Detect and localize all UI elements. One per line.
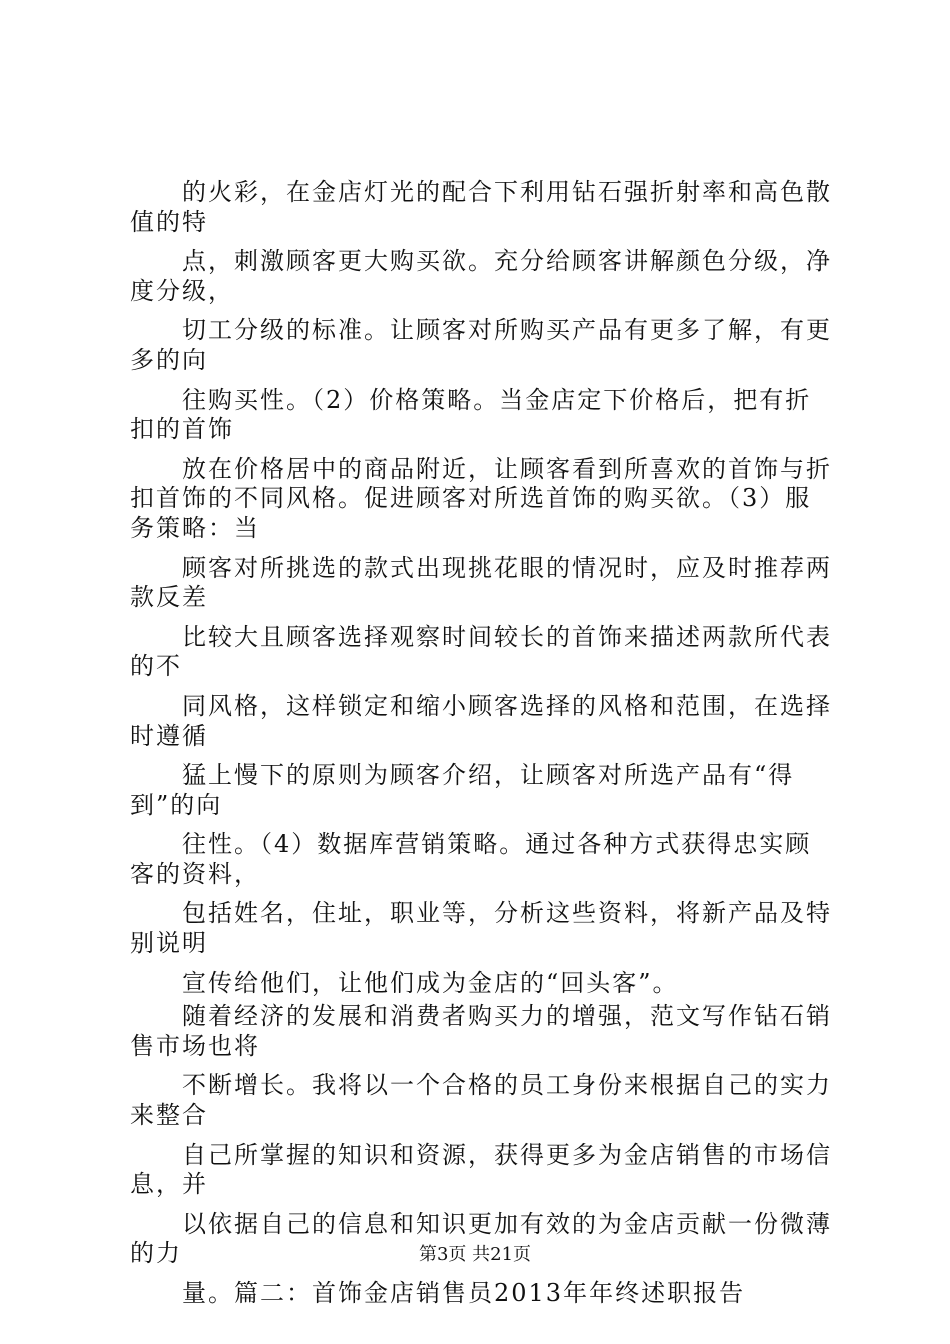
paragraph-8: 同风格，这样锁定和缩小顾客选择的风格和范围，在选择时遵循 [130,691,832,750]
paragraph-13: 随着经济的发展和消费者购买力的增强，范文写作钻石销售市场也将 [130,1002,832,1060]
paragraph-16: 以依据自己的信息和知识更加有效的为金店贡献一份微薄的力 [130,1209,832,1268]
paragraph-10: 往性。（4）数据库营销策略。通过各种方式获得忠实顾客的资料， [130,830,812,888]
document-body [130,178,835,1319]
paragraph-6: 顾客对所挑选的款式出现挑花眼的情况时，应及时推荐两款反差 [130,553,832,612]
paragraph-14: 不断增长。我将以一个合格的员工身份来根据自己的实力来整合 [130,1071,832,1130]
paragraph-5: 放在价格居中的商品附近，让顾客看到所喜欢的首饰与折扣首饰的不同风格。促进顾客对所选首饰的购买欲。（3）服务策略：当 [130,454,832,542]
paragraph-15: 自己所掌握的知识和资源，获得更多为金店销售的市场信息，并 [130,1140,832,1199]
paragraph-12: 宣传给他们，让他们成为金店的“回头客”。 [182,968,679,997]
paragraph-11: 包括姓名，住址，职业等，分析这些资料，将新产品及特别说明 [130,899,832,958]
paragraph-9: 猛上慢下的原则为顾客介绍，让顾客对所选产品有“得到”的向 [130,761,795,819]
paragraph-2: 点，刺激顾客更大购买欲。充分给顾客讲解颜色分级，净度分级， [130,247,832,305]
paragraph-1: 的火彩，在金店灯光的配合下利用钻石强折射率和高色散值的特 [130,178,832,236]
paragraph-4: 往购买性。（2）价格策略。当金店定下价格后，把有折扣的首饰 [130,385,812,444]
paragraph-7: 比较大且顾客选择观察时间较长的首饰来描述两款所代表的不 [130,622,832,681]
page-number-footer: 第3页 共21页 [418,1244,532,1265]
paragraph-17: 量。篇二：首饰金店销售员2013年年终述职报告 [182,1279,746,1307]
paragraph-3: 切工分级的标准。让顾客对所购买产品有更多了解，有更多的向 [130,316,832,374]
